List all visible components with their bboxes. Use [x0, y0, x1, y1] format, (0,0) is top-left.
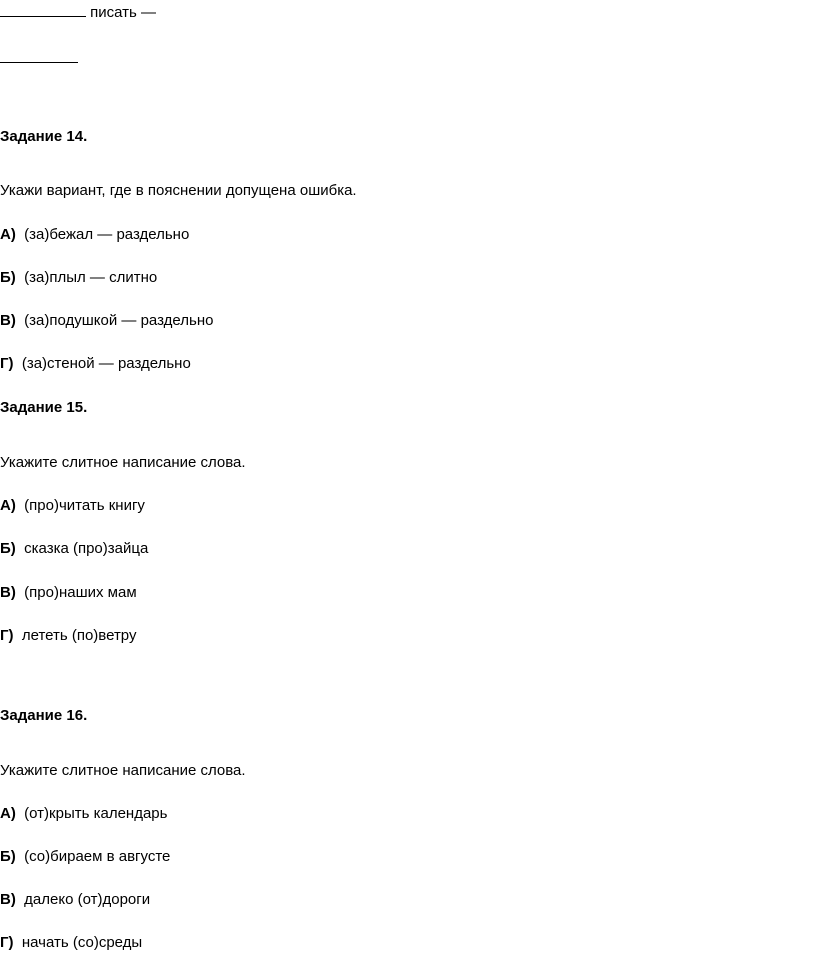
answer-option: [0, 583, 137, 603]
option-text: лететь (по)ветру: [21, 627, 137, 644]
option-letter: Г): [0, 355, 14, 372]
answer-option: [0, 804, 167, 824]
answer-line-2: [0, 48, 78, 69]
task-title: Задание 16.: [0, 707, 88, 724]
task-title: Задание 14.: [0, 128, 88, 145]
option-letter: Б): [0, 269, 16, 286]
answer-option: [0, 311, 213, 331]
option-text: (про)наших мам: [24, 584, 137, 601]
option-letter: Б): [0, 540, 16, 557]
answer-blank: [0, 48, 78, 63]
option-text: (за)подушкой — раздельно: [24, 312, 214, 329]
answer-option: [0, 626, 136, 646]
option-letter: В): [0, 584, 16, 601]
answer-option: [0, 354, 191, 374]
option-text: (за)стеной — раздельно: [21, 355, 191, 372]
answer-option: [0, 225, 189, 245]
answer-option: [0, 847, 170, 867]
option-text: (за)плыл — слитно: [24, 269, 158, 286]
answer-option: [0, 890, 150, 910]
task-prompt: Укажите слитное написание слова.: [0, 762, 246, 779]
answer-line-text: писать —: [90, 4, 157, 21]
option-text: (от)крыть календарь: [24, 805, 168, 822]
option-text: (про)читать книгу: [24, 497, 145, 514]
option-letter: В): [0, 312, 16, 329]
option-letter: А): [0, 497, 16, 514]
option-text: (со)бираем в августе: [24, 848, 171, 865]
option-text: далеко (от)дороги: [24, 891, 151, 908]
answer-option: [0, 933, 142, 953]
task-prompt: Укажите слитное написание слова.: [0, 454, 246, 471]
answer-option: [0, 268, 157, 288]
option-letter: Г): [0, 627, 14, 644]
option-letter: Б): [0, 848, 16, 865]
option-letter: А): [0, 805, 16, 822]
answer-option: [0, 539, 148, 559]
option-letter: А): [0, 226, 16, 243]
option-letter: В): [0, 891, 16, 908]
option-letter: Г): [0, 934, 14, 951]
option-text: сказка (про)зайца: [24, 540, 149, 557]
answer-blank: [0, 2, 86, 17]
answer-line-1: [0, 2, 156, 23]
task-title: Задание 15.: [0, 399, 88, 416]
option-text: начать (со)среды: [21, 934, 143, 951]
option-text: (за)бежал — раздельно: [24, 226, 190, 243]
answer-option: [0, 496, 145, 516]
task-prompt: Укажи вариант, где в пояснении допущена ошибка.: [0, 182, 357, 199]
